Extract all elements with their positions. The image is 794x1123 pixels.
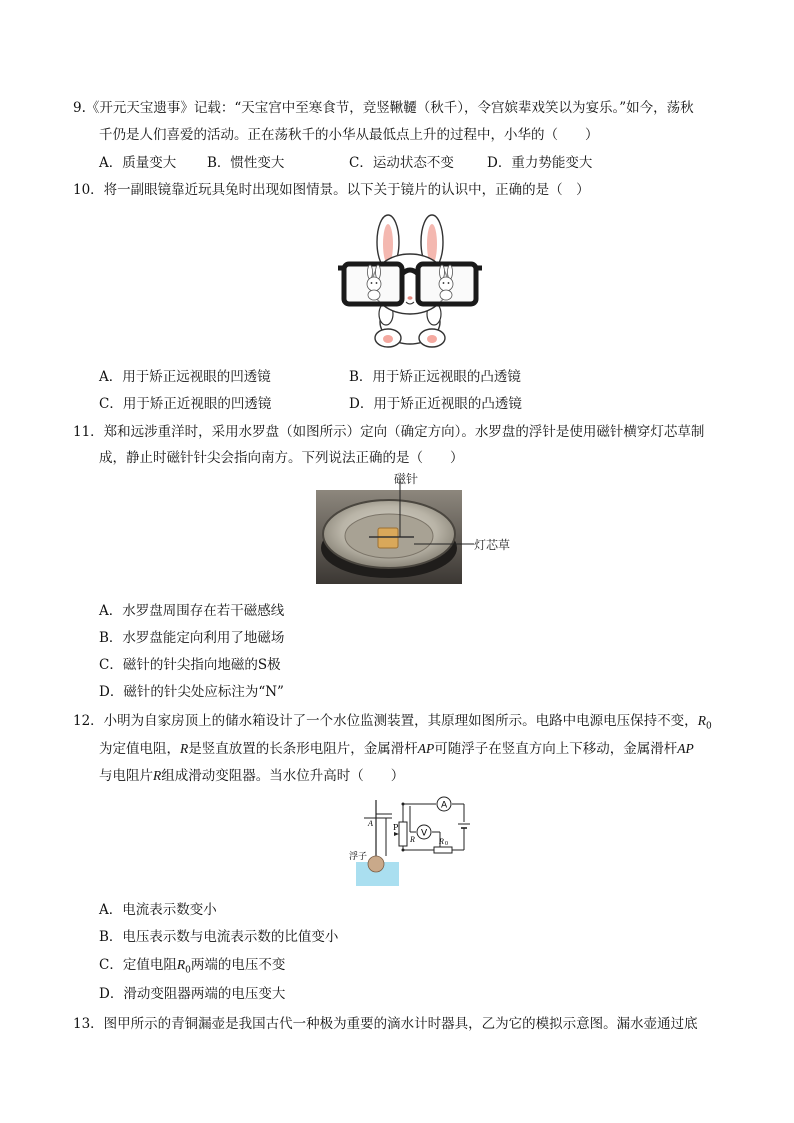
needle-label: 磁针 — [394, 472, 419, 486]
q11-option-b: B．水罗盘能定向利用了地磁场 — [99, 630, 285, 646]
q9-option-c: C．运动状态不变 — [349, 155, 454, 171]
q12-option-c-sub: 0 — [185, 965, 191, 976]
q10-option-c: C．用于矫正近视眼的凹透镜 — [99, 396, 272, 412]
q10-option-d: D．用于矫正近视眼的凸透镜 — [349, 396, 522, 412]
r-label: R — [410, 835, 415, 844]
ammeter-label: A — [441, 800, 448, 811]
q10-option-b: B．用于矫正远视眼的凸透镜 — [349, 369, 521, 385]
q12-option-c-var: R — [176, 957, 186, 972]
q12-text-1a: 12．小明为自家房顶上的储水箱设计了一个水位监测装置，其原理如图所示。电路中电源电压保持不变， — [73, 713, 698, 729]
q13-stem-line1: 13．图甲所示的青铜漏壶是我国古代一种极为重要的滴水计时器具，乙为它的模拟示意图。漏水壶通过底 — [73, 1016, 698, 1032]
q9-option-a: A．质量变大 — [99, 155, 177, 171]
r0-sub-label: 0 — [445, 841, 448, 847]
q12-var-r0-sub: 0 — [705, 721, 712, 732]
voltmeter-label: V — [421, 828, 428, 839]
r0-label: R — [439, 837, 444, 846]
q11-stem-line2: 成，静止时磁针针尖会指向南方。下列说法正确的是（ ） — [99, 450, 464, 466]
q12-option-c — [99, 953, 285, 976]
q12-var-r2: R — [153, 768, 162, 783]
q12-var-ap1: AP — [417, 741, 435, 756]
q12-var-r0: R — [697, 713, 706, 728]
q11-option-c: C．磁针的针尖指向地磁的S极 — [99, 657, 281, 673]
float-label: 浮子 — [349, 852, 368, 862]
circuit-figure — [346, 796, 472, 888]
q12-var-ap2: AP — [677, 741, 694, 756]
a-label: A — [368, 819, 373, 828]
q10-option-a: A．用于矫正远视眼的凹透镜 — [99, 369, 271, 385]
q12-stem-line2 — [99, 737, 694, 757]
q9-stem-line1: 9.《开元天宝遗事》记载：“天宝宫中至寒食节，竞竖鞦韆（秋千），令宫嫔辈戏笑以为宴乐。”如今，荡秋 — [73, 100, 694, 116]
q12-option-d: D．滑动变阻器两端的电压变大 — [99, 986, 286, 1002]
rush-label: 灯芯草 — [474, 538, 511, 552]
q12-text-2c: 可随浮子在竖直方向上下移动，金属滑杆 — [434, 741, 678, 757]
q9-option-b: B．惯性变大 — [207, 155, 285, 171]
q12-text-2b: 是竖直放置的长条形电阻片，金属滑杆 — [188, 741, 418, 757]
water-compass-figure — [314, 470, 514, 586]
q11-option-d: D．磁针的针尖处应标注为“N” — [99, 684, 284, 700]
q12-option-b: B．电压表示数与电流表示数的比值变小 — [99, 929, 339, 945]
q11-option-a: A．水罗盘周围存在若干磁感线 — [99, 603, 285, 619]
q12-option-c-post: 两端的电压不变 — [190, 957, 286, 973]
q9-stem-line2: 千仍是人们喜爱的活动。正在荡秋千的小华从最低点上升的过程中，小华的（ ） — [99, 127, 599, 143]
q12-stem-line1 — [73, 709, 712, 732]
q11-stem-line1: 11．郑和远涉重洋时，采用水罗盘（如图所示）定向（确定方向）。水罗盘的浮针是使用磁针横穿灯芯草制 — [73, 424, 705, 440]
q12-stem-line3 — [99, 764, 404, 784]
q12-option-a: A．电流表示数变小 — [99, 902, 217, 918]
q12-text-2a: 为定值电阻， — [99, 741, 180, 757]
q12-text-3b: 组成滑动变阻器。当水位升高时（ ） — [161, 768, 405, 784]
q12-option-c-pre: C．定值电阻 — [99, 957, 177, 973]
q12-text-3a: 与电阻片 — [99, 768, 153, 784]
bunny-glasses-figure — [336, 214, 484, 350]
q10-stem: 10．将一副眼镜靠近玩具兔时出现如图情景。以下关于镜片的认识中，正确的是（ ） — [73, 182, 590, 198]
q9-option-d: D．重力势能变大 — [487, 155, 593, 171]
p-label: P — [393, 823, 399, 832]
q12-var-r: R — [180, 741, 189, 756]
